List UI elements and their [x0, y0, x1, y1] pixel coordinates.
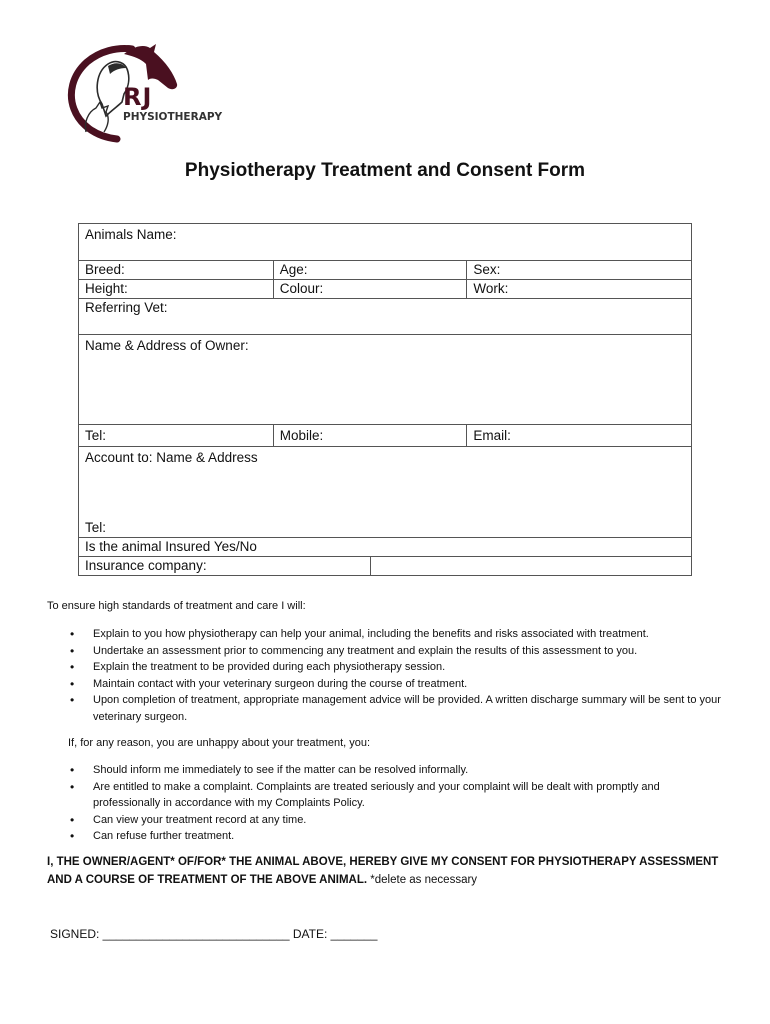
list-item: • Undertake an assessment prior to commencing any treatment and explain the results of this assessment to you. — [70, 643, 730, 660]
logo-subtitle: PHYSIOTHERAPY — [123, 111, 223, 123]
list-item: • Can refuse further treatment. — [70, 828, 730, 845]
owner-name-address-field[interactable]: Name & Address of Owner: — [79, 335, 692, 425]
list-item: • Should inform me immediately to see if the matter can be resolved informally. — [70, 762, 730, 779]
commitments-intro: To ensure high standards of treatment and care I will: — [47, 600, 306, 612]
account-field[interactable] — [79, 447, 692, 538]
work-field[interactable]: Work: — [467, 280, 692, 299]
details-form-table — [78, 223, 692, 576]
list-item: • Maintain contact with your veterinary surgeon during the course of treatment. — [70, 676, 730, 693]
age-field[interactable]: Age: — [273, 261, 467, 280]
account-tel-label: Tel: — [85, 520, 107, 535]
list-item: • Explain the treatment to be provided during each physiotherapy session. — [70, 659, 730, 676]
insured-field[interactable]: Is the animal Insured Yes/No — [79, 538, 692, 557]
commitments-list — [70, 626, 730, 725]
page-title: Physiotherapy Treatment and Consent Form — [184, 160, 586, 181]
logo-name: RJ — [123, 83, 153, 111]
tel-field[interactable]: Tel: — [79, 425, 274, 447]
height-field[interactable]: Height: — [79, 280, 274, 299]
referring-vet-field[interactable]: Referring Vet: — [79, 299, 692, 335]
consent-note: *delete as necessary — [370, 874, 478, 886]
breed-field[interactable]: Breed: — [79, 261, 274, 280]
list-item: • Upon completion of treatment, appropriate management advice will be provided. A written discharge summary will be sent to your veterinary surgeon. — [70, 692, 730, 725]
list-item: • Explain to you how physiotherapy can help your animal, including the benefits and risks associated with treatment. — [70, 626, 730, 643]
animals-name-field[interactable]: Animals Name: — [79, 224, 692, 261]
insurance-company-value[interactable] — [370, 557, 691, 576]
complaints-list — [70, 762, 730, 845]
insurance-company-field[interactable]: Insurance company: — [79, 557, 371, 576]
mobile-field[interactable]: Mobile: — [273, 425, 467, 447]
sex-field[interactable]: Sex: — [467, 261, 692, 280]
list-item: • Are entitled to make a complaint. Complaints are treated seriously and your complaint will be dealt with promptly and professionally in accordance with my Complaints Policy. — [70, 779, 730, 812]
email-field[interactable]: Email: — [467, 425, 692, 447]
colour-field[interactable]: Colour: — [273, 280, 467, 299]
consent-statement — [47, 853, 737, 889]
consent-text: I, THE OWNER/AGENT* OF/FOR* THE ANIMAL ABOVE, HEREBY GIVE MY CONSENT FOR PHYSIOTHERAPY ASSESSMENT AND A COURSE OF TREATMENT OF THE ABOVE ANIMAL. — [47, 856, 719, 886]
logo-text — [123, 84, 222, 123]
list-item: • Can view your treatment record at any time. — [70, 812, 730, 829]
account-label: Account to: Name & Address — [85, 450, 258, 465]
signature-line[interactable]: SIGNED: ____________________________ DATE: _______ — [50, 927, 378, 941]
complaints-intro: If, for any reason, you are unhappy about your treatment, you: — [68, 737, 371, 749]
